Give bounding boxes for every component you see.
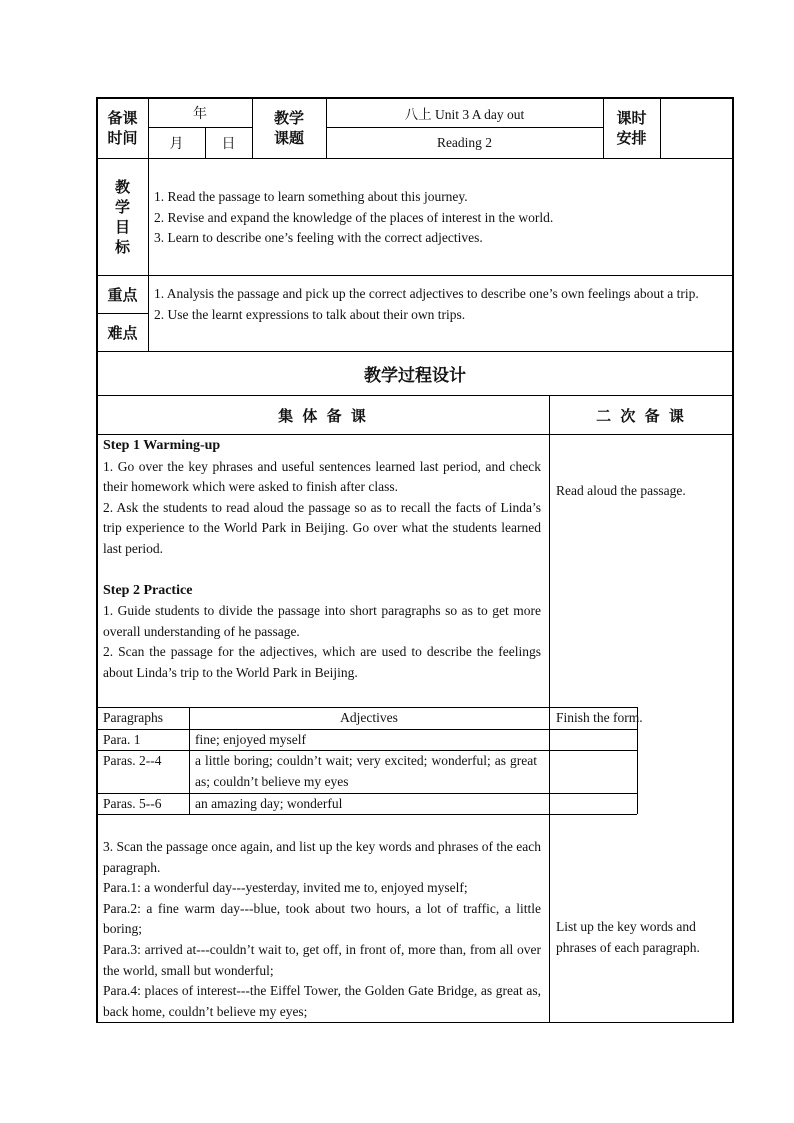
adj-header-adjectives: Adjectives — [340, 710, 398, 725]
header-vline — [660, 97, 661, 158]
column-header-group-prep: 集 体 备 课 — [278, 406, 368, 425]
column-header-second-prep: 二 次 备 课 — [596, 406, 686, 425]
column-divider — [549, 395, 550, 1023]
label-obj-1: 教 — [114, 177, 130, 196]
adj-row-adj: fine; enjoyed myself — [195, 732, 306, 747]
table-right-border — [732, 97, 734, 1023]
day-cell: 日 — [221, 135, 236, 152]
label-key-points: 重点 — [107, 286, 138, 304]
objectives-bottom-line — [97, 275, 733, 276]
label-objectives — [97, 158, 148, 275]
label-topic-line2: 课题 — [273, 129, 304, 147]
objective-item: 2. Revise and expand the knowledge of the places of interest in the world. — [154, 209, 554, 225]
objective-item: 1. Read the passage to learn something about this journey. — [154, 189, 468, 204]
label-obj-2: 学 — [114, 197, 130, 216]
scan-para: Para.1: a wonderful day---yesterday, invited me to, enjoyed myself; — [103, 880, 468, 896]
scan-para: Para.3: arrived at---couldn’t wait to, get off, in front of, more than, from all over the world, small but wonderful; — [103, 941, 541, 978]
label-prep-time-line2: 时间 — [107, 129, 138, 147]
objective-item: 3. Learn to describe one’s feeling with the correct adjectives. — [154, 230, 483, 246]
unit-title: 八上 Unit 3 A day out — [404, 106, 525, 122]
steps-content — [103, 436, 541, 684]
scan-para: Para.4: places of interest---the Eiffel Tower, the Golden Gate Bridge, as great as, back home, couldn’t believe my eyes; — [103, 983, 541, 1019]
note-read-aloud: Read aloud the passage. — [556, 483, 686, 498]
adj-row-para: Paras. 5--6 — [103, 796, 162, 811]
step1-paragraph: 2. Ask the students to read aloud the passage so as to recall the facts of Linda’s trip experience to the World Park in Beijing. Go over what the students learned last period. — [103, 499, 541, 556]
label-topic — [252, 98, 326, 158]
columns-bottom-line — [97, 434, 733, 435]
label-topic-line1: 教学 — [273, 109, 304, 127]
objectives-list — [154, 187, 724, 249]
note-finish-form: Finish the form. — [556, 710, 643, 725]
step2-paragraph: 2. Scan the passage for the adjectives, which are used to describe the feelings about Linda’s trip to the World Park in Beijing. — [103, 644, 541, 680]
header-bottom-line — [97, 158, 733, 159]
lesson-title: Reading 2 — [436, 134, 493, 150]
label-period-line2: 安排 — [616, 129, 647, 147]
step2-title: Step 2 Practice — [103, 582, 193, 598]
adj-row-para: Para. 1 — [103, 732, 141, 747]
label-prep-time — [97, 98, 148, 158]
step1-title: Step 1 Warming-up — [103, 438, 221, 453]
key-point-item: 2. Use the learnt expressions to talk about their own trips. — [154, 306, 466, 322]
year-cell: 年 — [193, 105, 207, 122]
spacer — [103, 560, 541, 581]
key-point-item: 1. Analysis the passage and pick up the correct adjectives to describe one’s own feelings about a trip. — [154, 286, 699, 301]
label-obj-4: 标 — [114, 237, 130, 256]
label-obj-3: 目 — [114, 217, 130, 236]
label-period — [603, 98, 660, 158]
step2-paragraph: 1. Guide students to divide the passage into short paragraphs so as to get more overall understanding of he passage. — [103, 603, 541, 639]
scan-para: Para.2: a fine warm day---blue, took about two hours, a lot of traffic, a little boring; — [103, 900, 541, 937]
adj-header-paragraphs: Paragraphs — [103, 710, 163, 725]
adj-row-adj: an amazing day; wonderful — [195, 796, 343, 811]
scan-content — [103, 837, 541, 1022]
step1-paragraph: 1. Go over the key phrases and useful sentences learned last period, and check their homework which were asked to finish after class. — [103, 458, 541, 495]
label-prep-time-line1: 备课 — [107, 109, 138, 127]
label-difficult-points: 难点 — [107, 323, 138, 342]
month-cell: 月 — [169, 135, 184, 152]
label-period-line1: 课时 — [616, 109, 647, 127]
adj-row-para: Paras. 2--4 — [103, 753, 162, 768]
key-points-list — [154, 284, 719, 325]
note-list-keywords: List up the key words and phrases of each paragraph. — [556, 919, 700, 955]
process-design-title: 教学过程设计 — [364, 366, 466, 386]
scan-intro: 3. Scan the passage once again, and list up the key words and phrases of the each paragraph. — [103, 839, 541, 875]
adj-row-adj: a little boring; couldn’t wait; very excited; wonderful; as great as; couldn’t believe my eyes — [195, 753, 537, 789]
